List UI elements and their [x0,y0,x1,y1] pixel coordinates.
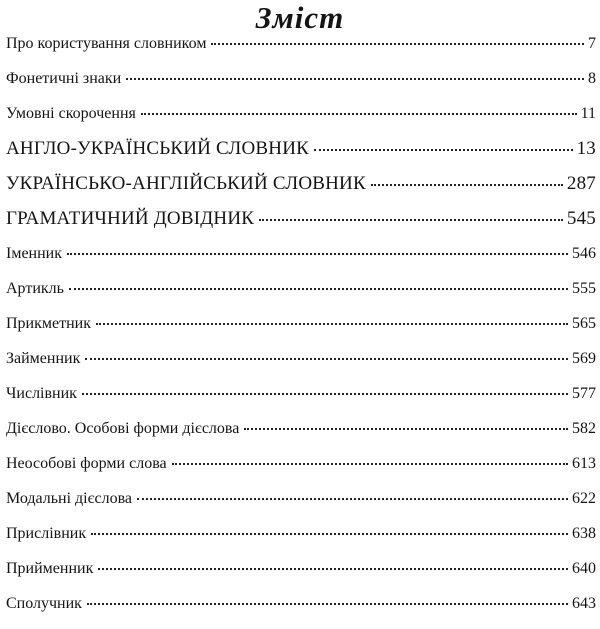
toc-leader-dots [87,603,568,605]
toc-entry [6,26,596,61]
toc-leader-dots [244,428,568,430]
toc-leader-dots [67,253,568,255]
toc-page-number: 643 [572,595,596,612]
toc-leader-dots [85,358,568,360]
toc-entry-label: Займенник [6,350,81,367]
toc-page-number: 555 [572,280,596,297]
toc-entry [6,271,596,306]
toc-leader-dots [211,43,584,45]
toc-page-number: 13 [576,138,596,159]
toc-entry [6,306,596,341]
toc-entry [6,166,596,201]
toc-page-number: 8 [588,70,596,87]
toc-leader-dots [96,323,568,325]
toc-entry-label: Прислівник [6,525,87,542]
toc-page-number: 565 [572,315,596,332]
toc-page-number: 622 [572,490,596,507]
toc-page-number: 545 [566,208,596,229]
toc-entry-label: ГРАМАТИЧНИЙ ДОВІДНИК [6,208,255,229]
toc-entry [6,61,596,96]
toc-entry [6,446,596,481]
toc-page-number: 546 [572,245,596,262]
toc-entry [6,341,596,376]
toc-leader-dots [126,78,584,80]
toc-entry [6,131,596,166]
toc-page-number: 7 [588,35,596,52]
toc-page-number: 582 [572,420,596,437]
toc-entry-label: Модальні дієслова [6,490,133,507]
toc-entry-label: АНГЛО-УКРАЇНСЬКИЙ СЛОВНИК [6,138,310,159]
toc-leader-dots [259,219,563,221]
toc-leader-dots [137,498,568,500]
toc-entry [6,586,596,621]
toc-leader-dots [91,533,568,535]
toc-leader-dots [172,463,568,465]
toc-entry-label: Іменник [6,245,63,262]
toc-leader-dots [314,149,573,151]
toc-entry [6,96,596,131]
toc-entry-label: Про користування словником [6,35,207,52]
toc-page-number: 569 [572,350,596,367]
toc-entry-label: Прикметник [6,315,92,332]
toc-entry [6,201,596,236]
toc-entry [6,516,596,551]
toc-entry-label: Фонетичні знаки [6,70,122,87]
toc-leader-dots [371,184,563,186]
toc-entry-label: Дієслово. Особові форми дієслова [6,420,240,437]
toc-leader-dots [69,288,568,290]
toc-page-number: 613 [572,455,596,472]
toc-page-number: 640 [572,560,596,577]
page-title: Зміст [255,0,345,35]
toc-leader-dots [98,568,568,570]
toc-leader-dots [82,393,568,395]
toc-page-number: 287 [566,173,596,194]
toc-entry-label: Артикль [6,280,64,297]
toc-page-number: 638 [572,525,596,542]
toc-entry [6,236,596,271]
toc-entry-label: УКРАЇНСЬКО-АНГЛІЙСЬКИЙ СЛОВНИК [6,173,366,194]
toc-page-number: 11 [580,105,596,122]
toc-entry-label: Числівник [6,385,77,402]
toc-entry-label: Сполучник [6,595,82,612]
toc-entry-label: Неособові форми слова [6,455,167,472]
toc-page-number: 577 [572,385,596,402]
toc-entry [6,481,596,516]
toc-leader-dots [141,113,577,115]
toc-entry [6,411,596,446]
table-of-contents [6,26,596,621]
toc-entry [6,376,596,411]
toc-entry [6,551,596,586]
toc-entry-label: Прийменник [6,560,94,577]
toc-entry-label: Умовні скорочення [6,105,136,122]
